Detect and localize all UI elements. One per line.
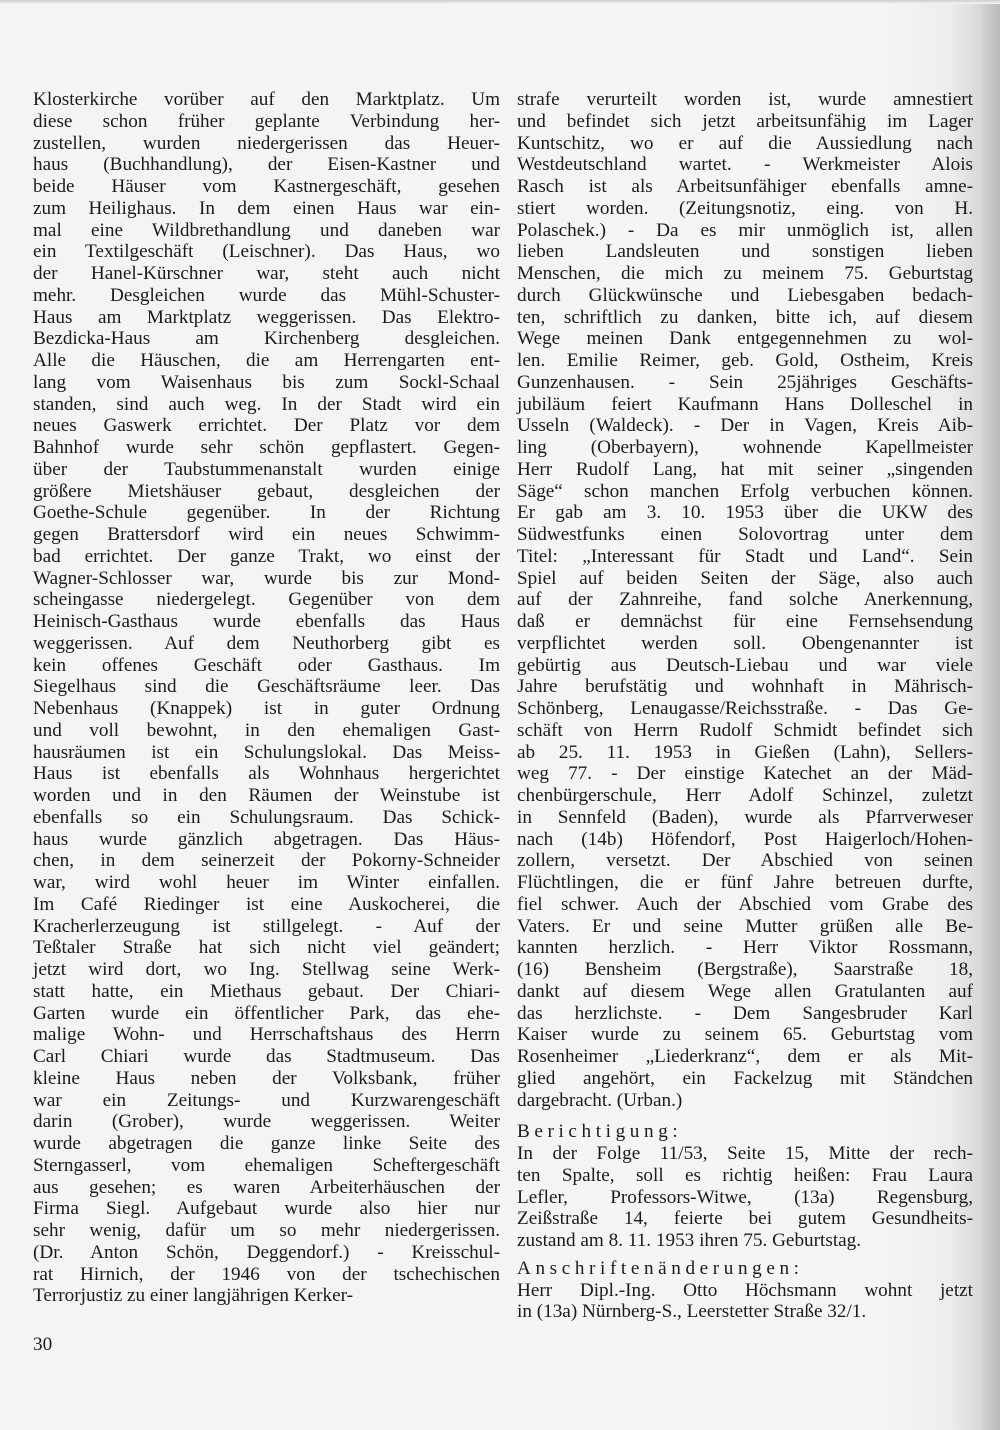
text-line: Firma Siegl. Aufgebaut wurde also hier nur [33,1198,500,1220]
text-line: dankt auf diesem Wege allen Gratulanten auf [517,980,973,1002]
text-line: zustand am 8. 11. 1953 ihren 75. Geburtstag. [517,1230,862,1251]
text-line: standen, sind auch weg. In der Stadt wird ein [33,393,500,415]
text-line: Haus ist ebenfalls als Wohnhaus hergerichtet [33,763,500,785]
text-line: darin (Grober), wurde weggerissen. Weiter [33,1111,500,1133]
text-line: Flüchtlingen, die er fünf Jahre betreuen durfte, [517,872,973,893]
text-line: Herr Dipl.-Ing. Otto Höchsmann wohnt jetzt [517,1279,973,1301]
text-line: stiert worden. (Zeitungsnotiz, eing. von H. [517,197,973,219]
section-anschriftenaenderungen [517,1258,973,1323]
text-line: In der Folge 11/53, Seite 15, Mitte der rech- [517,1143,973,1164]
text-line: verpflichtet werden soll. Obengenannter ist [517,632,973,654]
text-line: glied angehört, ein Fackelzug mit Ständchen [517,1067,973,1089]
text-line: chen, in dem seinerzeit der Pokorny-Schneider [33,850,500,872]
text-line: Titel: „Interessant für Stadt und Land“. Sein [517,545,973,567]
text-line: das herzlichste. - Dem Sangesbruder Karl [517,1002,973,1024]
page-number: 30 [33,1334,53,1355]
text-line: zollern, versetzt. Der Abschied von seinen [517,850,973,872]
text-line: kannten herzlich. - Herr Viktor Rossmann, [517,937,973,959]
text-line: Nebenhaus (Knappek) ist in guter Ordnung [33,698,500,719]
text-line: sehr wenig, dafür um so mehr niedergerissen. [33,1220,500,1241]
text-line: jetzt wird dort, wo Ing. Stellwag seine Werk- [33,959,500,980]
text-line: Rosenheimer „Liederkranz“, dem er als Mit- [517,1046,973,1067]
text-line: Wege meinen Dank entgegennehmen zu wol- [517,328,973,350]
text-line: Schönberg, Lenaugasse/Reichsstraße. - Das Ge- [517,698,973,719]
text-line: chenbürgerschule, Herr Adolf Schinzel, zuletzt [517,785,973,806]
text-line: Spiel auf beiden Seiten der Säge, also auch [517,567,973,589]
text-line: neues Gaswerk errichtet. Der Platz vor dem [33,415,500,437]
text-line: Im Café Riedinger ist eine Auskocherei, die [33,893,500,915]
text-line: aus gesehen; es waren Arbeiterhäuschen der [33,1176,500,1198]
text-line: Kuntschitz, wo er auf die Aussiedlung nach [517,132,973,154]
text-line: Goethe-Schule gegenüber. In der Richtung [33,502,500,524]
text-line: und befindet sich jetzt arbeitsunfähig im Lager [517,110,973,132]
text-line: hausräumen ist ein Schulungslokal. Das Meiss- [33,741,500,763]
text-line: Polaschek.) - Da es mir unmöglich ist, allen [517,219,973,241]
text-line: Heinisch-Gasthaus wurde ebenfalls das Haus [33,611,500,632]
text-line: daß er demnächst für eine Fernsehsendung [517,611,973,632]
text-line: bad errichtet. Der ganze Trakt, wo einst der [33,545,500,567]
text-line: Bezdicka-Haus am Kirchenberg desgleichen. [33,328,500,350]
text-line: Klosterkirche vorüber auf den Marktplatz. Um [33,89,500,110]
text-line: Usseln (Waldeck). - Der in Vagen, Kreis Aib- [517,415,973,437]
text-line: Gunzenhausen. - Sein 25jähriges Geschäfts- [517,371,973,393]
text-line: dargebracht. (Urban.) [517,1089,683,1111]
text-line: durch Glückwünsche und Liebesgaben bedach- [517,284,973,306]
text-line: (Dr. Anton Schön, Deggendorf.) - Kreisschul- [33,1241,500,1263]
text-line: Lefler, Professors-Witwe, (13a) Regensburg, [517,1186,973,1208]
text-line: Garten wurde ein öffentlicher Park, das ehe- [33,1002,500,1024]
text-line: Terrorjustiz zu einer langjährigen Kerker- [33,1285,354,1307]
text-line: in Sennfeld (Baden), wurde als Pfarrverweser [517,806,973,828]
section-heading: Berichtigung: [517,1121,683,1143]
text-line: weg 77. - Der einstige Katechet an der Mäd- [517,763,973,785]
text-line: in (13a) Nürnberg-S., Leerstetter Straße 32/1. [517,1301,867,1323]
text-line: jubiläum feiert Kaufmann Hans Dolleschel in [517,393,973,415]
section-body [517,1143,973,1252]
text-line: Sterngasserl, vom ehemaligen Scheftergeschäft [33,1154,500,1176]
text-line: lieben Landsleuten und sonstigen lieben [517,241,973,263]
text-line: Vaters. Er und seine Mutter grüßen alle Be- [517,915,973,937]
text-line: gegen Brattersdorf wird ein neues Schwimm- [33,524,500,545]
text-line: beide Häuser vom Kastnergeschäft, gesehen [33,176,500,197]
section-heading: Anschriftenänderungen: [517,1257,804,1279]
text-line: (16) Bensheim (Bergstraße), Saarstraße 18, [517,959,973,980]
text-line: Bahnhof wurde sehr schön gepflastert. Gegen- [33,437,500,458]
text-line: Westdeutschland wartet. - Werkmeister Alois [517,154,973,176]
text-line: statt hatte, ein Miethaus gebaut. Der Chiari- [33,980,500,1002]
text-line: ab 25. 11. 1953 in Gießen (Lahn), Sellers- [517,741,973,763]
text-line: Kracherlerzeugung ist stillgelegt. - Auf der [33,915,500,937]
text-line: schäft von Herrn Rudolf Schmidt befindet sich [517,719,973,741]
text-line: Teßtaler Straße hat sich nicht viel geändert; [33,937,500,959]
text-line: Carl Chiari wurde das Stadtmuseum. Das [33,1046,500,1067]
text-line: mehr. Desgleichen wurde das Mühl-Schuster- [33,284,500,306]
text-line: Rasch ist als Arbeitsunfähiger ebenfalls amne- [517,176,973,197]
text-line: fiel schwer. Auch der Abschied vom Grabe des [517,893,973,915]
text-line: zustellen, wurden niedergerissen das Heuer- [33,132,500,154]
section-body [517,1280,973,1324]
text-line: war ein Zeitungs- und Kurzwarengeschäft [33,1089,500,1111]
text-line: Jahre berufstätig und wohnhaft in Mährisch- [517,676,973,698]
text-line: war, wird wohl heuer im Winter einfallen. [33,872,500,893]
text-line: scheingasse niedergelegt. Gegenüber von dem [33,589,500,611]
text-line: weggerissen. Auf dem Neuthorberg gibt es [33,632,500,654]
text-line: auf der Zahnreihe, fand solche Anerkennung, [517,589,973,611]
text-line: kein offenes Geschäft oder Gasthaus. Im [33,654,500,676]
text-line: haus wurde gänzlich abgetragen. Das Häus- [33,828,500,850]
text-line: Kaiser wurde zu seinem 65. Geburtstag vom [517,1024,973,1046]
text-line: mal eine Wildbrethandlung und daneben war [33,219,500,241]
text-line: Wagner-Schlosser war, wurde bis zur Mond- [33,567,500,589]
text-line: Säge“ schon manchen Erfolg verbuchen können. [517,480,973,502]
text-line: größere Mietshäuser gebaut, desgleichen der [33,480,500,502]
right-column-body [517,89,973,1111]
text-line: worden und in den Räumen der Weinstube ist [33,785,500,806]
text-line: strafe verurteilt worden ist, wurde amnestiert [517,89,973,110]
text-line: Haus am Marktplatz weggerissen. Das Elektro- [33,306,500,328]
text-line: Zeißstraße 14, feierte bei gutem Gesundheits- [517,1208,973,1230]
text-line: len. Emilie Reimer, geb. Gold, Ostheim, Kreis [517,350,973,371]
text-line: Menschen, die mich zu meinem 75. Geburtstag [517,263,973,284]
text-line: Alle die Häuschen, die am Herrengarten ent- [33,350,500,371]
text-line: und voll bewohnt, in den ehemaligen Gast- [33,719,500,741]
text-line: lang vom Waisenhaus bis zum Sockl-Schaal [33,371,500,393]
text-line: malige Wohn- und Herrschaftshaus des Herrn [33,1024,500,1046]
text-line: diese schon früher geplante Verbindung her- [33,110,500,132]
section-berichtigung [517,1121,973,1252]
text-line: haus (Buchhandlung), der Eisen-Kastner und [33,154,500,176]
text-line: wurde abgetragen die ganze linke Seite des [33,1133,500,1154]
left-column [33,89,500,1307]
text-line: ebenfalls so ein Schulungsraum. Das Schick- [33,806,500,828]
text-line: kleine Haus neben der Volksbank, früher [33,1067,500,1089]
text-line: Siegelhaus sind die Geschäftsräume leer. Das [33,676,500,698]
text-line: der Hanel-Kürschner war, steht auch nicht [33,263,500,284]
text-line: nach (14b) Höfendorf, Post Haigerloch/Hohen- [517,828,973,850]
text-line: ten Spalte, soll es richtig heißen: Frau Laura [517,1164,973,1186]
text-line: rat Hirnich, der 1946 von der tschechischen [33,1263,500,1285]
text-line: ein Textilgeschäft (Leischner). Das Haus, wo [33,241,500,263]
text-line: ling (Oberbayern), wohnende Kapellmeister [517,437,973,458]
text-line: gebürtig aus Deutsch-Liebau und war viele [517,654,973,676]
text-line: ten, schriftlich zu danken, bitte ich, auf diesem [517,306,973,328]
text-line: zum Heilighaus. In dem einen Haus war ein- [33,197,500,219]
text-line: Herr Rudolf Lang, hat mit seiner „singenden [517,458,973,480]
text-line: Er gab am 3. 10. 1953 über die UKW des [517,502,973,524]
text-line: über der Taubstummenanstalt wurden einige [33,458,500,480]
right-column [517,89,973,1323]
text-line: Südwestfunks einen Solovortrag unter dem [517,524,973,545]
